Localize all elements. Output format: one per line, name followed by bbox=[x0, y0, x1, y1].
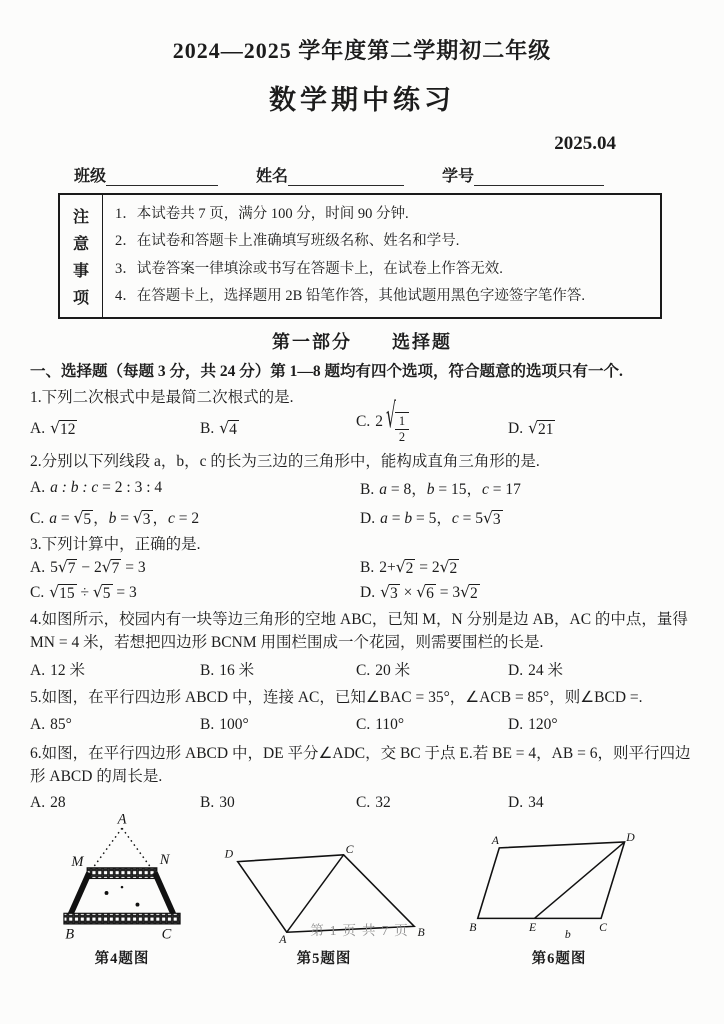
sqrt-expression: √ 15 bbox=[49, 583, 75, 603]
sqrt-expression: √ 2 bbox=[460, 583, 478, 603]
sqrt-expression: √ 3 bbox=[380, 583, 398, 603]
q4-label-B: B bbox=[65, 926, 75, 943]
option bbox=[508, 420, 700, 438]
sqrt-expression: √ 6 bbox=[416, 583, 434, 603]
figure-q5 bbox=[220, 844, 428, 968]
option: C. a = √ 5 ，b = √ 3 ，c = 2 bbox=[30, 508, 200, 528]
sqrt-expression: √ 7 bbox=[101, 558, 120, 578]
option: B. 2+ √ 2 = 2 √ 2 bbox=[360, 558, 458, 578]
name-field bbox=[256, 163, 404, 186]
option: B. 30 bbox=[200, 794, 235, 812]
option-key: C. bbox=[30, 509, 45, 527]
option-key: B. bbox=[360, 480, 375, 498]
page-number-footer: 第1页共7页 bbox=[310, 923, 414, 938]
option: A. 28 bbox=[30, 794, 66, 812]
option-key: A. bbox=[30, 559, 46, 577]
question bbox=[30, 742, 700, 816]
options-row bbox=[30, 657, 700, 681]
section-instruction: 一、选择题（每题 3 分，共 24 分）第 1—8 题均有四个选项，符合题意的选项只有一个. bbox=[30, 363, 623, 380]
sqrt-expression: √ 5 bbox=[92, 583, 111, 603]
q6-stray-mark: b bbox=[564, 928, 571, 942]
option: C. 32 bbox=[356, 794, 391, 812]
studentid-field bbox=[442, 163, 604, 186]
option: A. a : b : c = 2 : 3 : 4 bbox=[30, 478, 163, 496]
class-field-label: 班级 bbox=[74, 168, 107, 185]
option: C. 110° bbox=[356, 715, 405, 733]
q6-label-B: B bbox=[469, 921, 477, 935]
notice-char-zhu: 注 bbox=[72, 209, 89, 226]
option: D. √ 3 × √ 6 = 3 √ 2 bbox=[360, 583, 478, 603]
figures-row bbox=[62, 811, 724, 968]
option-key: C. bbox=[356, 413, 371, 431]
figure-q6-caption: 第6题图 bbox=[531, 951, 587, 968]
q5-label-C: C bbox=[345, 844, 354, 856]
part-title: 第一部分 bbox=[272, 332, 352, 352]
question bbox=[30, 533, 700, 603]
class-blank-line bbox=[106, 167, 218, 186]
option-key: B. bbox=[200, 715, 215, 733]
option-key: A. bbox=[30, 478, 46, 496]
sqrt-expression: √ 3 bbox=[132, 508, 151, 528]
option: A. 12 米 bbox=[30, 662, 85, 680]
option: B. 16 米 bbox=[200, 662, 255, 680]
notice-char-shi: 事 bbox=[72, 263, 89, 280]
figure-q4 bbox=[62, 811, 182, 968]
studentid-field-label: 学号 bbox=[442, 168, 475, 185]
sqrt-expression: √ 5 bbox=[73, 508, 92, 528]
question bbox=[30, 386, 700, 445]
option-key: D. bbox=[508, 662, 524, 680]
option: D. a = b = 5，c = 5 √ 3 bbox=[360, 508, 501, 528]
question-stem: 4.如图所示，校园内有一块等边三角形的空地 ABC，已知 M，N 分别是边 AB，AC 的中点，量得 MN = 4 米，若想把四边形 BCNM 用围栏围成一个花园，则需要围栏的长是. bbox=[30, 610, 688, 652]
option-key: B. bbox=[200, 794, 215, 812]
q5-label-B: B bbox=[417, 926, 425, 940]
option: D. 120° bbox=[508, 715, 558, 733]
option bbox=[30, 420, 200, 438]
option: C. √ 15 ÷ √ 5 = 3 bbox=[30, 583, 137, 603]
notice-char-yi: 意 bbox=[72, 236, 89, 253]
options-row bbox=[30, 713, 700, 737]
notice-char-xiang: 项 bbox=[72, 290, 89, 307]
option: A. 85° bbox=[30, 715, 72, 733]
option-key: D. bbox=[360, 584, 376, 602]
option-key: D. bbox=[508, 715, 524, 733]
studentid-blank-line bbox=[474, 167, 604, 186]
option: D. 24 米 bbox=[508, 662, 563, 680]
option-key: B. bbox=[360, 559, 375, 577]
q6-label-A: A bbox=[491, 834, 499, 848]
option-key: C. bbox=[356, 794, 371, 812]
option bbox=[200, 420, 356, 438]
option-key: A. bbox=[30, 715, 46, 733]
sqrt-expression: √ 3 bbox=[482, 508, 501, 528]
notice-item: 2．在试卷和答题卡上准确填写班级名称、姓名和学号. bbox=[115, 233, 460, 250]
name-field-label: 姓名 bbox=[256, 168, 289, 185]
sqrt-expression: √ 2 bbox=[439, 558, 458, 578]
exam-title-line1: 2024—2025 学年度第二学期初二年级 bbox=[172, 38, 552, 63]
option-key: D. bbox=[508, 794, 524, 812]
option-key: C. bbox=[30, 584, 45, 602]
option-key: B. bbox=[200, 419, 215, 437]
option-key: B. bbox=[200, 662, 215, 680]
q6-label-C: C bbox=[599, 921, 607, 935]
question-stem: 6.如图，在平行四边形 ABCD 中，DE 平分∠ADC，交 BC 于点 E.若 BE = 4，AB = 6，则平行四边形 ABCD 的周长是. bbox=[30, 744, 691, 785]
option-key: A. bbox=[30, 794, 46, 812]
student-info-row bbox=[74, 163, 724, 186]
exam-title-line2: 数学期中练习 bbox=[269, 85, 455, 115]
option-key: C. bbox=[356, 662, 371, 680]
name-blank-line bbox=[288, 167, 404, 186]
q4-label-M: M bbox=[71, 853, 84, 870]
question bbox=[30, 686, 700, 736]
option-key: D. bbox=[360, 509, 376, 527]
options-row bbox=[30, 559, 700, 603]
exam-date: 2025.04 bbox=[554, 133, 616, 154]
notice-side-label bbox=[60, 195, 103, 317]
option: D. 34 bbox=[508, 794, 544, 812]
questions bbox=[30, 386, 700, 815]
notice-box bbox=[58, 193, 662, 319]
option-key: C. bbox=[356, 715, 371, 733]
question bbox=[30, 450, 700, 528]
notice-item: 3．试卷答案一律填涂或书写在答题卡上，在试卷上作答无效. bbox=[115, 260, 503, 277]
question-stem: 2.分别以下列线段 a，b，c 的长为三边的三角形中，能构成直角三角形的是. bbox=[30, 453, 540, 471]
question-stem: 1.下列二次根式中是最简二次根式的是. bbox=[30, 389, 294, 406]
q6-label-D: D bbox=[626, 832, 635, 845]
figure-q4-caption: 第4题图 bbox=[94, 951, 150, 968]
option-key: D. bbox=[508, 419, 524, 437]
q5-label-A: A bbox=[279, 933, 287, 945]
sqrt-fraction-expression: √ $\frac{1}{2}$ bbox=[386, 412, 409, 445]
option-key: A. bbox=[30, 419, 46, 437]
sqrt-expression: √ 21 bbox=[528, 418, 554, 438]
sqrt-expression: √ 7 bbox=[57, 558, 76, 578]
question-stem: 3.下列计算中，正确的是. bbox=[30, 535, 201, 553]
q4-label-C: C bbox=[161, 926, 172, 943]
q4-label-A: A bbox=[117, 811, 127, 828]
question-stem: 5.如图，在平行四边形 ABCD 中，连接 AC，已知∠BAC = 35°，∠ACB = 85°，则∠BCD =. bbox=[30, 689, 643, 707]
option: B. a = 8，b = 15，c = 17 bbox=[360, 480, 521, 498]
notice-items bbox=[103, 195, 660, 317]
option: C. 20 米 bbox=[356, 662, 411, 680]
figure-q5-caption: 第5题图 bbox=[296, 951, 352, 968]
option: B. 100° bbox=[200, 715, 249, 733]
option-key: A. bbox=[30, 662, 46, 680]
options-row bbox=[30, 477, 700, 528]
question bbox=[30, 608, 700, 682]
figure-q6 bbox=[466, 832, 652, 968]
notice-item: 1．本试卷共 7 页，满分 100 分，时间 90 分钟. bbox=[115, 206, 409, 222]
class-field bbox=[74, 163, 218, 186]
q4-label-N: N bbox=[159, 852, 170, 869]
q5-label-D: D bbox=[224, 847, 234, 861]
part-subtitle: 选择题 bbox=[392, 332, 452, 352]
sqrt-expression: √ 4 bbox=[219, 418, 237, 438]
option: C. 2 √ $\frac{1}{2}$ bbox=[356, 412, 508, 445]
option: A. 5 √ 7 − 2 √ 7 = 3 bbox=[30, 558, 146, 578]
q6-label-E: E bbox=[528, 921, 537, 935]
notice-item: 4．在答题卡上，选择题用 2B 铅笔作答，其他试题用黑色字迹签字笔作答. bbox=[115, 287, 586, 304]
section-heading bbox=[0, 328, 724, 354]
sqrt-expression: √ 12 bbox=[50, 418, 76, 438]
sqrt-expression: √ 2 bbox=[395, 558, 414, 578]
